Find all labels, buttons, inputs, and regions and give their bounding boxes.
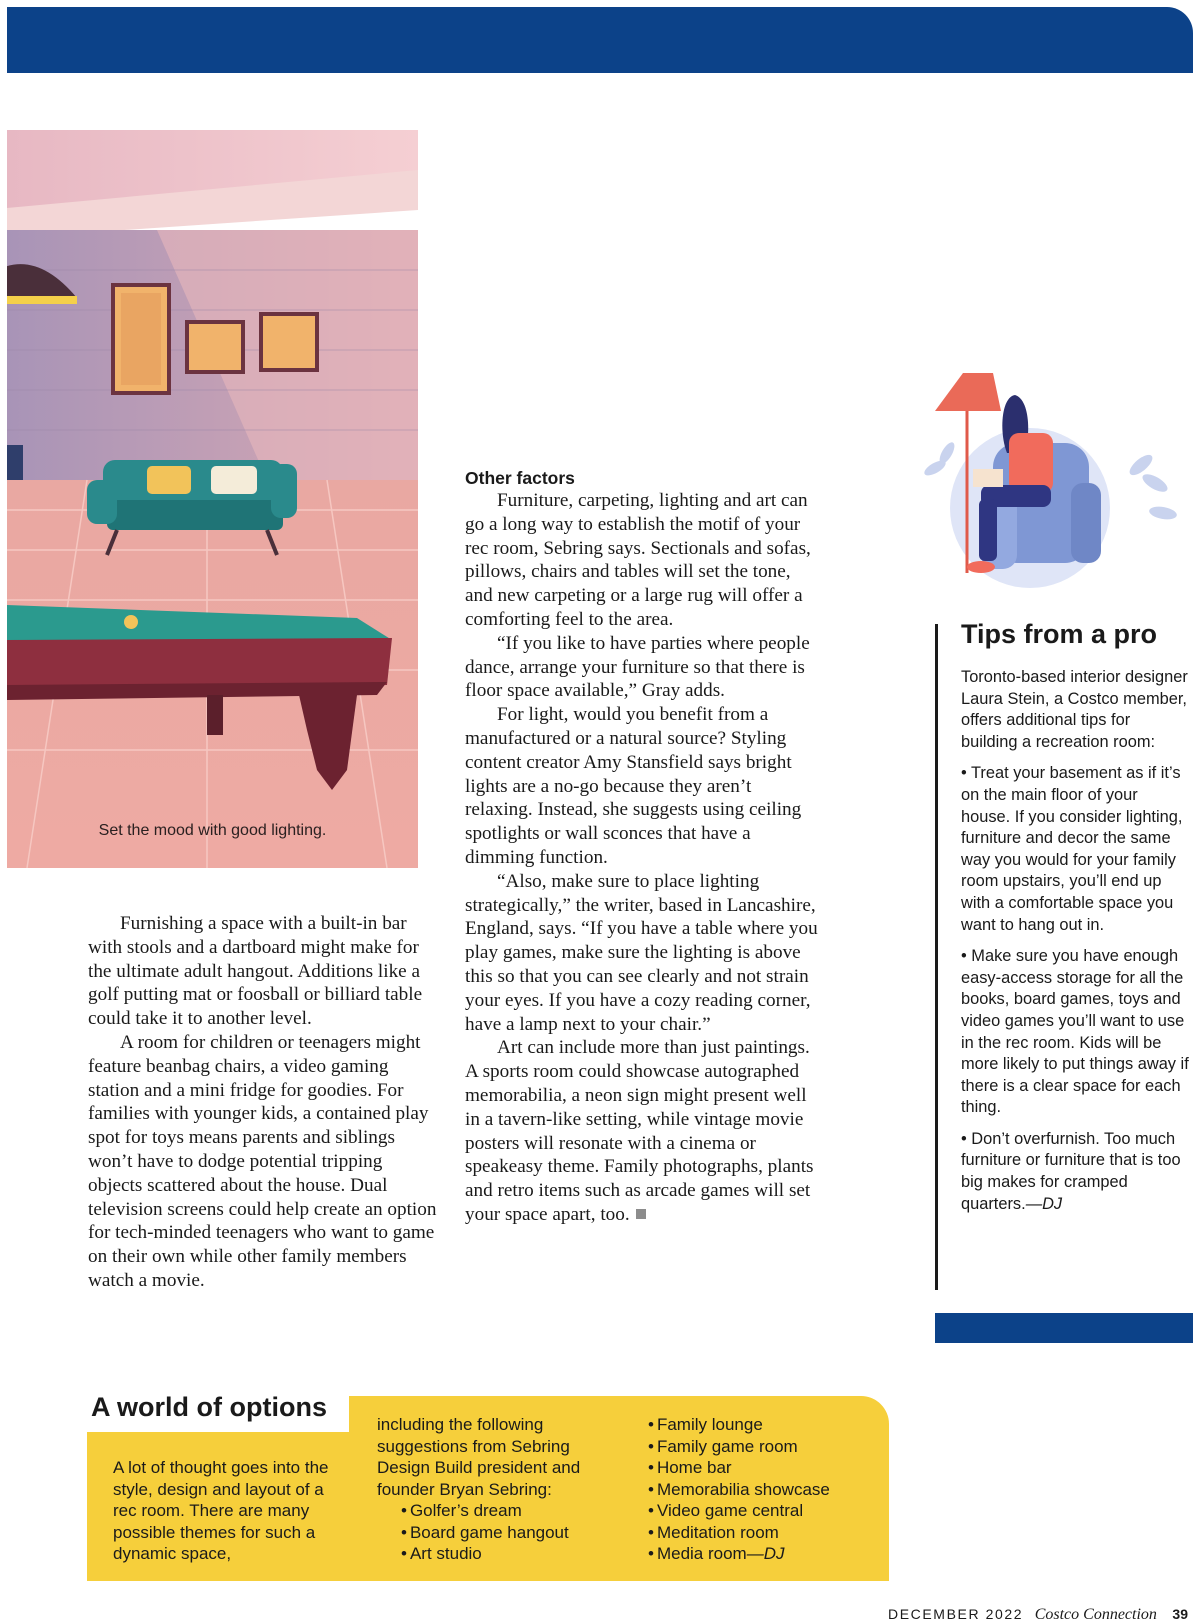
theme-list-b bbox=[648, 1414, 888, 1565]
tip-text: Don’t overfurnish. Too much furniture or furniture that is too big makes for cramped quarters. bbox=[961, 1129, 1181, 1213]
world-intro-column bbox=[113, 1457, 348, 1565]
tip-item: • Treat your basement as if it’s on the main floor of your house. If you consider lighting, furniture and decor the same way you would for your family room upstairs, you’ll end up with a comfortable space you want to hang out in. bbox=[961, 764, 1183, 934]
armchair-arm bbox=[1071, 483, 1101, 563]
world-signature: —DJ bbox=[746, 1544, 785, 1563]
article-left-column bbox=[88, 912, 438, 1293]
article-middle-column bbox=[465, 467, 820, 1227]
article-paragraph: “Also, make sure to place lighting strategically,” the writer, based in Lancashire, England, says. “If you have a table where you play games, make sure the lighting is above this so that you can see clearly and not strain your eyes. If you have a cozy reading corner, have a lamp next to your chair.” bbox=[465, 870, 818, 1035]
world-continuation: including the following suggestions from Sebring Design Build president and founder Bryan Sebring: bbox=[377, 1415, 581, 1499]
page-footer bbox=[888, 1606, 1188, 1623]
tip-text: Treat your basement as if it’s on the main floor of your house. If you consider lighting, furniture and decor the same way you would for your family room upstairs, you’ll end up with a comfortable space you want to hang out in. bbox=[961, 764, 1183, 934]
page-number: 39 bbox=[1172, 1606, 1188, 1622]
illustration-art bbox=[7, 130, 418, 868]
tip-text: Make sure you have enough easy-access storage for all the books, board games, toys and video games you’ll want to use in the rec room. Kids will be more likely to put things away if there is a clear space for each thing. bbox=[961, 947, 1189, 1117]
theme-item: • Golfer’s dream bbox=[401, 1500, 622, 1522]
world-of-options-title: A world of options bbox=[87, 1382, 349, 1432]
theme-text: Media room bbox=[656, 1544, 747, 1563]
article-paragraph: For light, would you benefit from a manufactured or a natural source? Styling content creator Amy Stansfield says bright lights are a no-go because they aren’t relaxing. Instead, she suggests using ceiling spotlights or wall sconces that have a dimming function. bbox=[465, 704, 802, 868]
theme-item: • Home bar bbox=[648, 1457, 888, 1479]
end-mark-icon bbox=[636, 1209, 646, 1219]
illustration-caption: Set the mood with good lighting. bbox=[98, 822, 327, 839]
article-final-text: Art can include more than just paintings. A sports room could showcase autographed memorabilia, a neon sign might present well in a tavern-like setting, while vintage movie posters will resonate with a cinema or speakeasy theme. Family photographs, plants and retro items such as arcade games will set your space apart, too. bbox=[465, 1037, 814, 1225]
lower-legs bbox=[979, 499, 997, 561]
shirt bbox=[1009, 433, 1053, 493]
rec-room-illustration bbox=[7, 130, 418, 868]
theme-item: • Meditation room bbox=[648, 1522, 888, 1544]
world-middle-column bbox=[377, 1414, 622, 1565]
theme-list-a bbox=[377, 1500, 622, 1565]
other-factors-heading: Other factors bbox=[465, 468, 575, 488]
theme-item: • Memorabilia showcase bbox=[648, 1479, 888, 1501]
article-paragraph: A room for children or teenagers might feature beanbag chairs, a video gaming station and a mini fridge for goodies. For families with younger kids, a contained play spot for toys means parents and siblings won’t have to dodge potential tripping objects scattered about the house. Dual television screens could help create an option for tech-minded teenagers who want to game on their own while other family members watch a movie. bbox=[88, 1031, 437, 1291]
shoe bbox=[967, 561, 995, 573]
article-paragraph: Furnishing a space with a built-in bar with stools and a dartboard might make for the ultimate adult hangout. Additions like a golf putting mat or foosball or billiard table could take it to another level. bbox=[88, 913, 423, 1030]
picture-frame-right bbox=[261, 314, 317, 370]
reading-woman-art bbox=[905, 373, 1195, 603]
book-icon bbox=[973, 469, 1003, 487]
article-paragraph: “If you like to have parties where people dance, arrange your furniture so that there is floor space available,” Gray adds. bbox=[465, 632, 810, 702]
tips-sidebar bbox=[935, 619, 1190, 1290]
picture-frame-middle bbox=[187, 322, 243, 372]
theme-item: • Board game hangout bbox=[401, 1522, 622, 1544]
theme-item bbox=[648, 1543, 888, 1565]
tip-item: • Make sure you have enough easy-access storage for all the books, board games, toys and video games you’ll want to use in the rec room. Kids will be more likely to put things away if there is a clear space for each thing. bbox=[961, 947, 1189, 1117]
top-color-bar bbox=[7, 7, 1193, 73]
footer-magazine: Costco Connection bbox=[1034, 1606, 1157, 1623]
world-right-column bbox=[648, 1414, 888, 1565]
theme-item: • Family lounge bbox=[648, 1414, 888, 1436]
ceiling-lamp-light bbox=[7, 296, 77, 304]
reading-woman-illustration bbox=[905, 373, 1195, 603]
floor-lamp-shade-icon bbox=[935, 373, 1001, 411]
tip-item: • Don’t overfurnish. Too much furniture or furniture that is too big makes for cramped quarters.—DJ bbox=[961, 1129, 1181, 1213]
tips-title: Tips from a pro bbox=[961, 619, 1158, 649]
article-paragraph: Furniture, carpeting, lighting and art can go a long way to establish the motif of your rec room, Sebring says. Sectionals and sofas, pillows, chairs and tables will set the tone, and new carpeting or a large rug will offer a comforting feel to the area. bbox=[465, 490, 811, 630]
theme-item: • Family game room bbox=[648, 1436, 888, 1458]
theme-item: • Video game central bbox=[648, 1500, 888, 1522]
footer-date: DECEMBER 2022 bbox=[888, 1606, 1024, 1622]
picture-inner-tall bbox=[121, 293, 161, 385]
tips-intro: Toronto-based interior designer Laura Stein, a Costco member, offers additional tips for building a recreation room: bbox=[961, 668, 1188, 751]
theme-item: • Art studio bbox=[401, 1543, 622, 1565]
article-paragraph bbox=[465, 1036, 820, 1226]
world-intro: A lot of thought goes into the style, design and layout of a rec room. There are many possible themes for such a dynamic space, bbox=[113, 1458, 329, 1563]
tips-bottom-bar bbox=[935, 1313, 1193, 1343]
tips-signature: —DJ bbox=[1025, 1194, 1063, 1213]
